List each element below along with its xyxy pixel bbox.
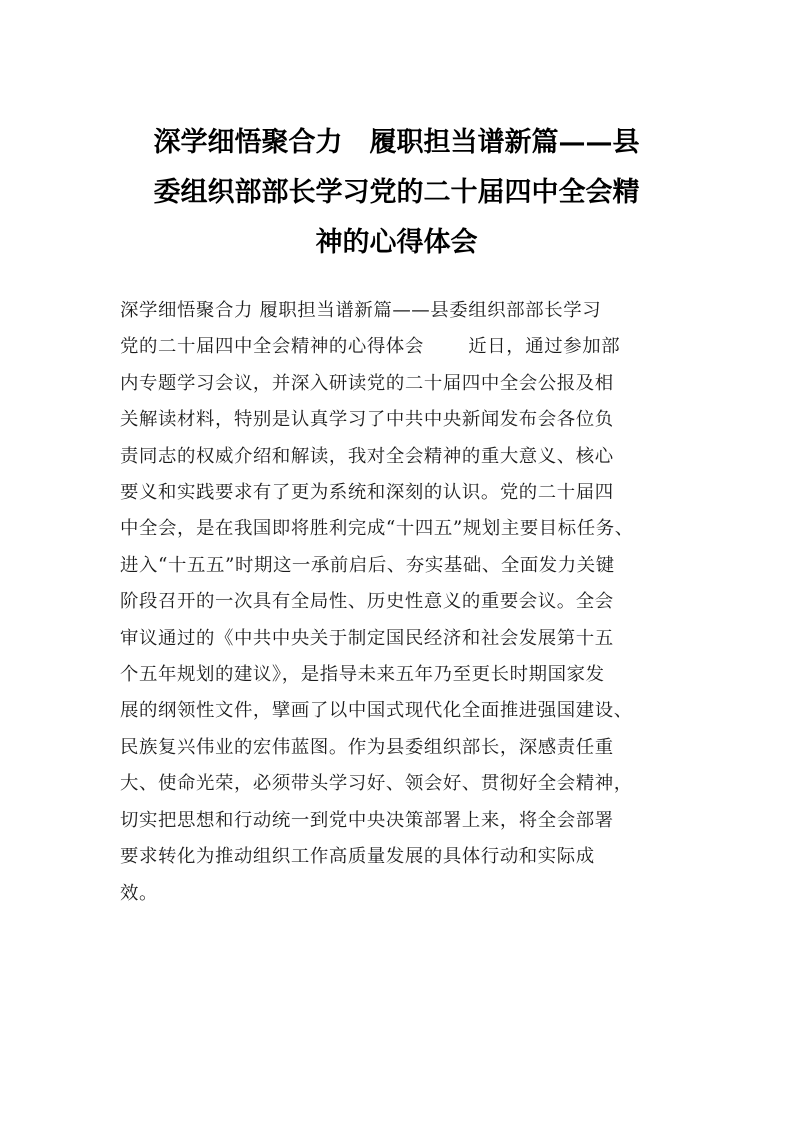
body-line: 审议通过的《中共中央关于制定国民经济和社会发展第十五 [120,627,614,649]
title-line-2: 委组织部部长学习党的二十届四中全会精 [153,177,640,208]
title-line-3: 神的心得体会 [315,227,478,258]
body-line: 要求转化为推动组织工作高质量发展的具体行动和实际成 [120,846,595,868]
body-line: 展的纲领性文件，擘画了以中国式现代化全面推进强国建设、 [120,700,633,722]
body-line: 切实把思想和行动统一到党中央决策部署上来，将全会部署 [120,809,614,831]
body-line: 要义和实践要求有了更为系统和深刻的认识。党的二十届四 [120,482,614,504]
body-line: 民族复兴伟业的宏伟蓝图。作为县委组织部长，深感责任重 [120,736,614,758]
body-line: 深学细悟聚合力 履职担当谱新篇——县委组织部部长学习 [120,300,602,321]
body-line: 中全会，是在我国即将胜利完成“十四五”规划主要目标任务、 [120,518,634,540]
body-line: 关解读材料，特别是认真学习了中共中央新闻发布会各位负 [120,409,614,431]
body-line: 个五年规划的建议》，是指导未来五年乃至更长时期国家发 [120,664,605,686]
body-line: 内专题学习会议，并深入研读党的二十届四中全会公报及相 [120,372,614,394]
body-paragraph [120,293,700,912]
body-line: 阶段召开的一次具有全局性、历史性意义的重要会议。全会 [120,591,614,613]
title-line-1: 深学细悟聚合力 履职担当谱新篇——县 [153,127,640,158]
body-line: 效。 [120,882,158,904]
body-line: 进入“十五五”时期这一承前启后、夯实基础、全面发力关键 [120,554,615,576]
body-line: 党的二十届四中全会精神的心得体会 近日，通过参加部 [120,336,621,358]
document-title [100,118,693,268]
body-line: 责同志的权威介绍和解读，我对全会精神的重大意义、核心 [120,445,614,467]
body-line: 大、使命光荣，必须带头学习好、领会好、贯彻好全会精神， [120,773,633,795]
